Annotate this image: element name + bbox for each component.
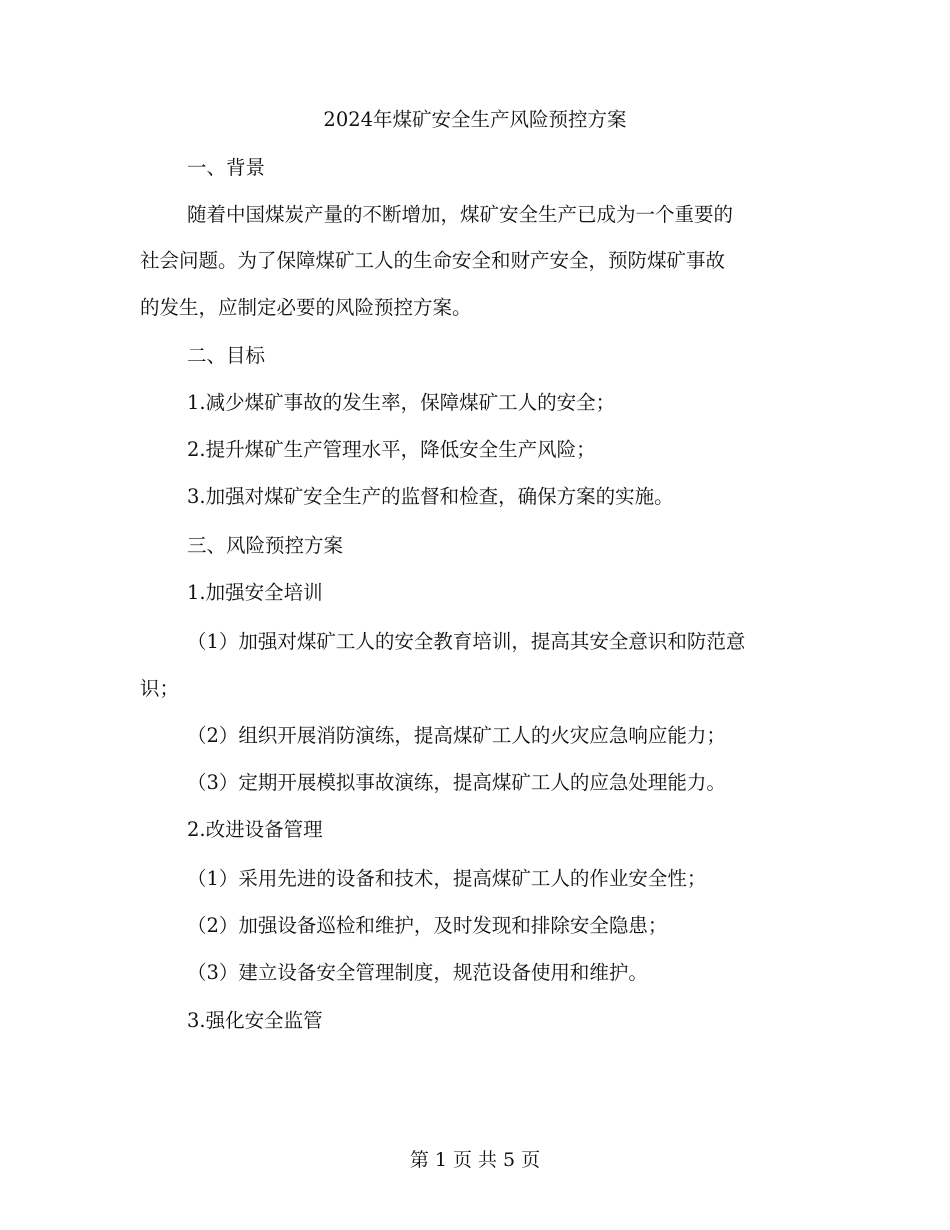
paragraph-line: 随着中国煤炭产量的不断增加，煤矿安全生产已成为一个重要的: [187, 203, 734, 226]
list-item: （1）采用先进的设备和技术，提高煤矿工人的作业安全性；: [187, 867, 707, 890]
paragraph-line: 的发生，应制定必要的风险预控方案。: [140, 296, 472, 319]
section-heading-background: 一、背景: [187, 156, 266, 179]
list-item: （1）加强对煤矿工人的安全教育培训，提高其安全意识和防范意: [187, 630, 746, 653]
list-item: 3.加强对煤矿安全生产的监督和检查，确保方案的实施。: [187, 485, 674, 508]
subsection-heading: 3.强化安全监管: [187, 1009, 323, 1032]
list-item: （3）建立设备安全管理制度，规范设备使用和维护。: [187, 961, 648, 984]
list-item-continuation: 识；: [140, 677, 180, 700]
list-item: 2.提升煤矿生产管理水平，降低安全生产风险；: [187, 438, 596, 461]
list-item: 1.减少煤矿事故的发生率，保障煤矿工人的安全；: [187, 391, 616, 414]
list-item: （2）组织开展消防演练，提高煤矿工人的火灾应急响应能力；: [187, 724, 726, 747]
list-item: （2）加强设备巡检和维护，及时发现和排除安全隐患；: [187, 914, 668, 937]
page-number-footer: 第 1 页 共 5 页: [409, 1149, 541, 1171]
paragraph-line: 社会问题。为了保障煤矿工人的生命安全和财产安全，预防煤矿事故: [140, 249, 726, 272]
document-title: 2024年煤矿安全生产风险预控方案: [323, 108, 627, 131]
subsection-heading: 2.改进设备管理: [187, 818, 323, 841]
list-item: （3）定期开展模拟事故演练，提高煤矿工人的应急处理能力。: [187, 771, 726, 794]
section-heading-goals: 二、目标: [187, 344, 266, 367]
section-heading-plan: 三、风险预控方案: [187, 534, 344, 557]
subsection-heading: 1.加强安全培训: [187, 581, 323, 604]
